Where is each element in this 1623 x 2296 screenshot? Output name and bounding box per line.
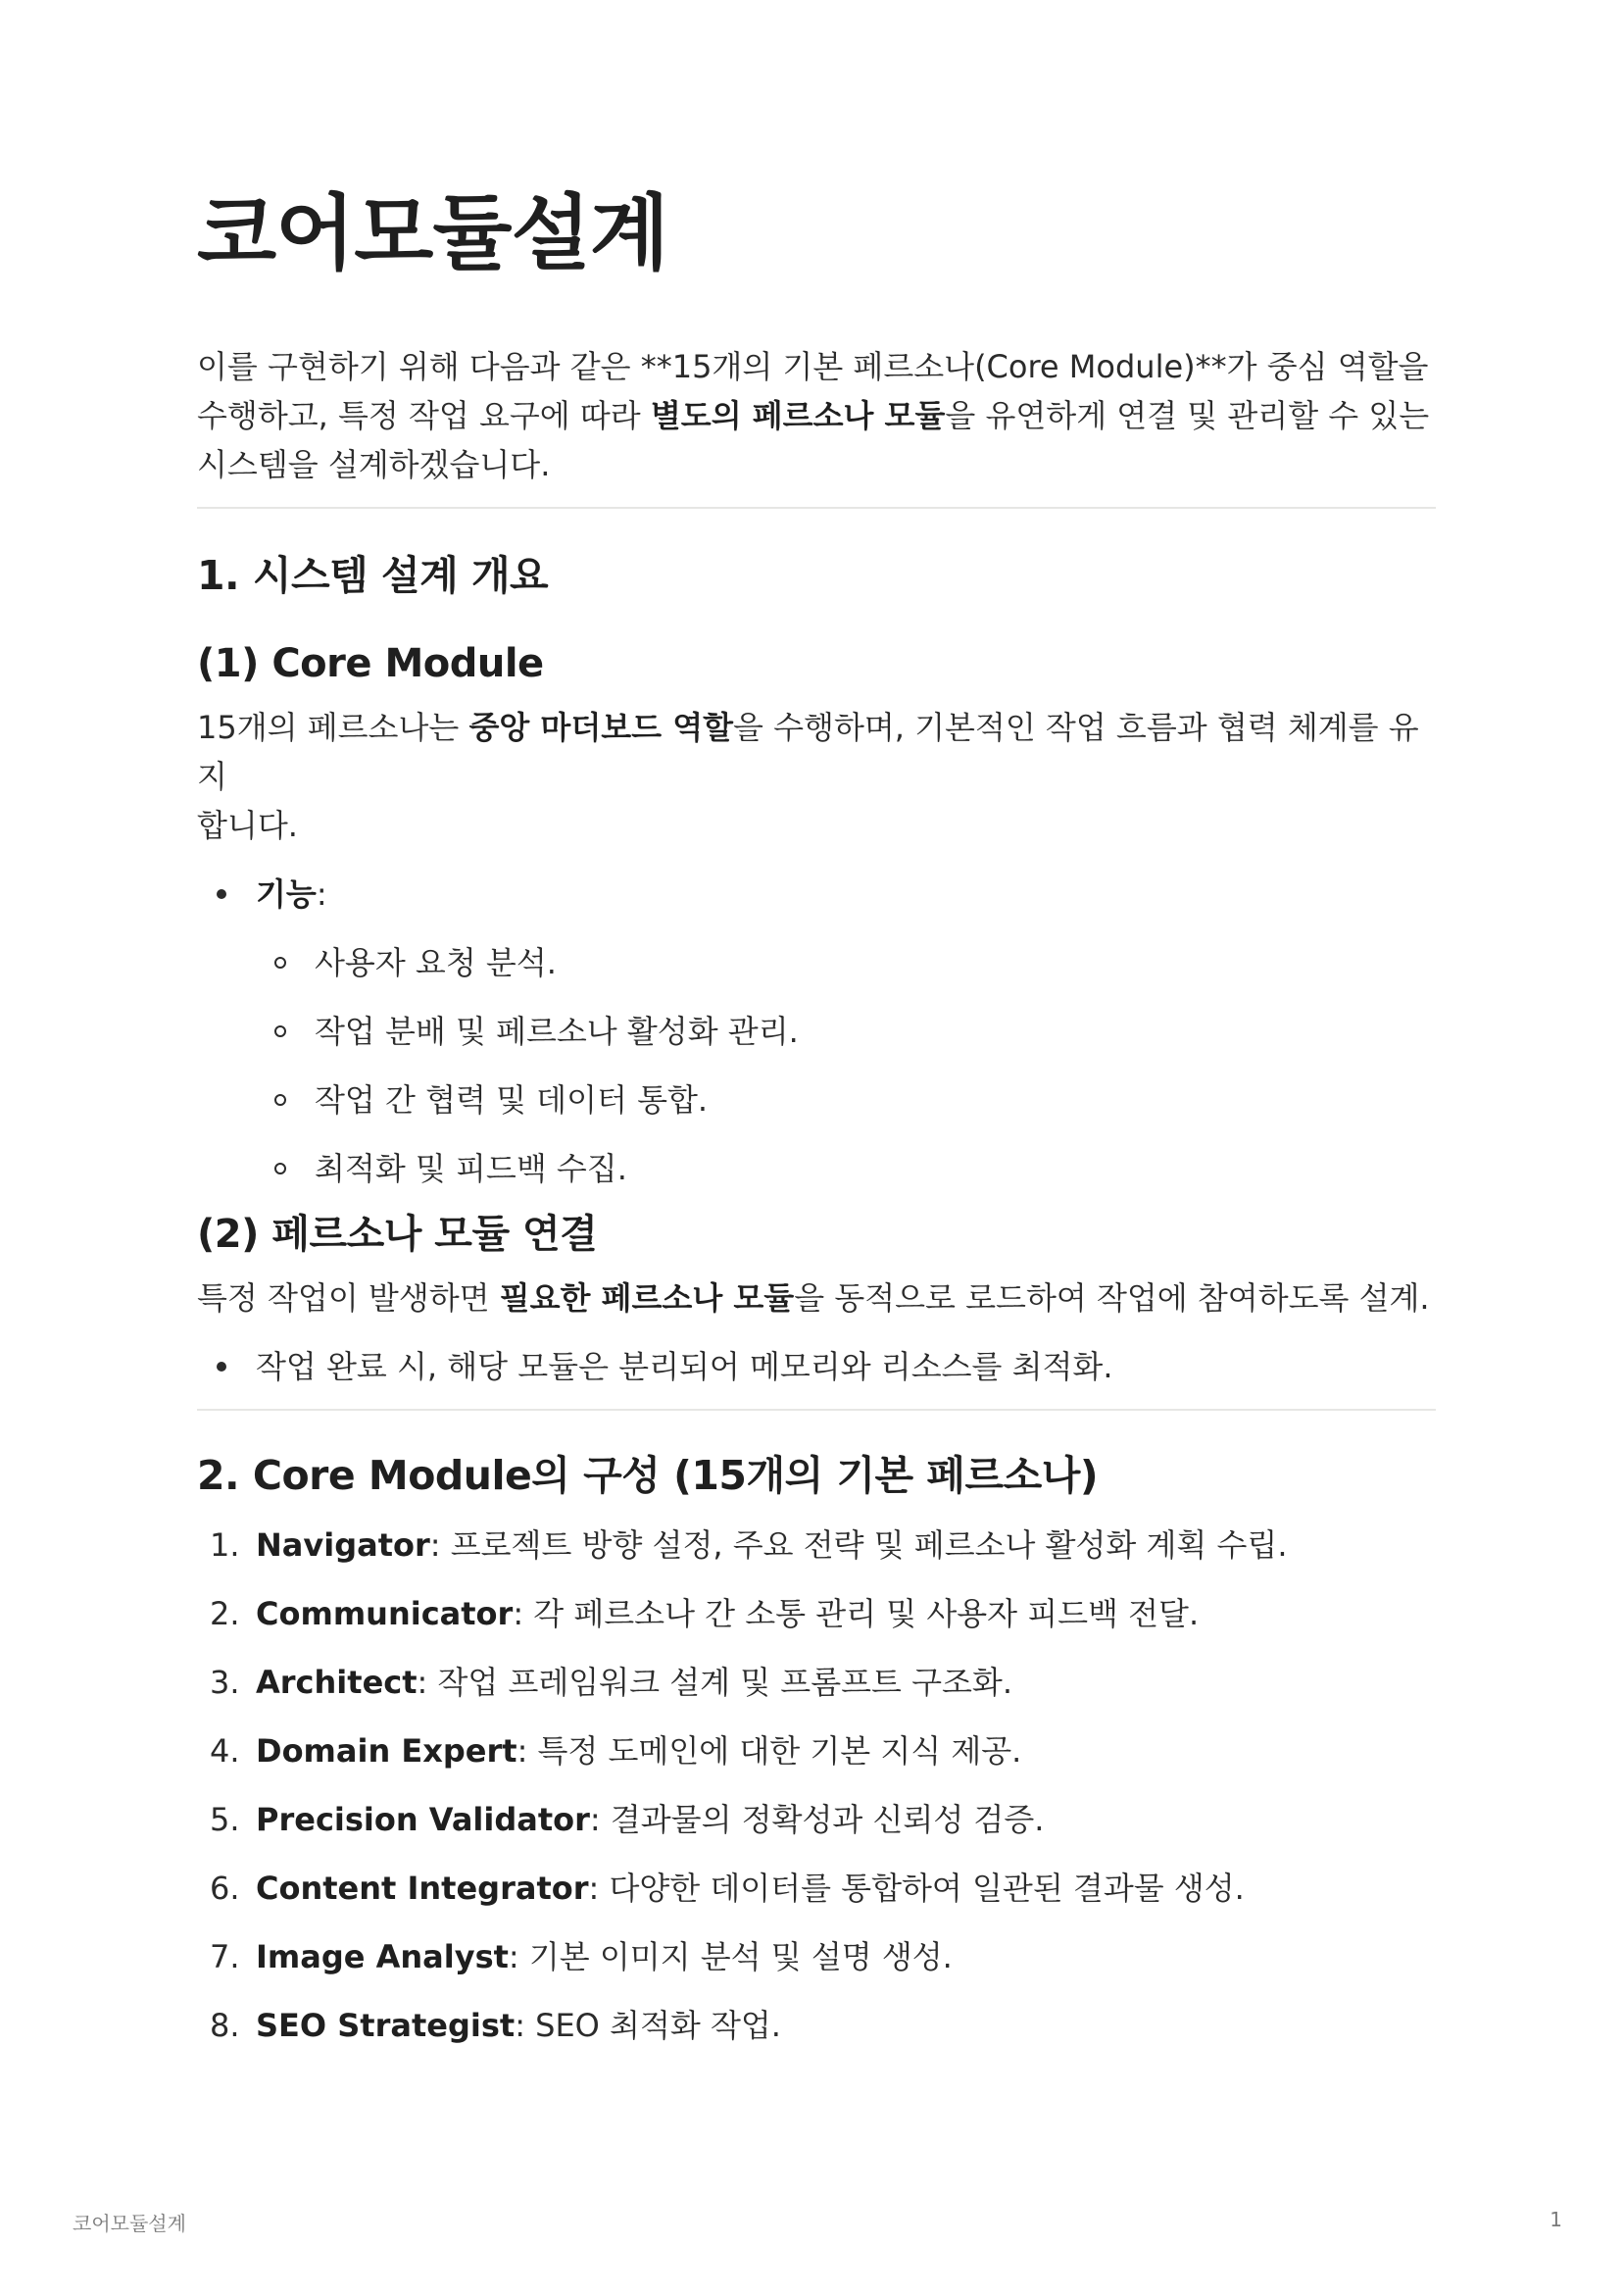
ordered-list-item: 5. Precision Validator: 결과물의 정확성과 신뢰성 검증. — [210, 1800, 1045, 1838]
list-item: 작업 완료 시, 해당 모듈은 분리되어 메모리와 리소스를 최적화. — [197, 1342, 1436, 1391]
list-item: 작업 간 협력 및 데이터 통합. — [197, 1075, 1436, 1124]
list-item: 기능: — [197, 870, 1436, 919]
bullet-circle-icon — [274, 1163, 286, 1174]
list-item: 작업 분배 및 페르소나 활성화 관리. — [197, 1007, 1436, 1056]
section-1-heading: 1. 시스템 설계 개요 — [197, 551, 549, 599]
bullet-dot-icon — [217, 1362, 226, 1372]
module-link-paragraph: 특정 작업이 발생하면 필요한 페르소나 모듈을 동적으로 로드하여 작업에 참여하도록 설계. — [197, 1278, 1430, 1317]
core-module-paragraph: 15개의 페르소나는 중앙 마더보드 역할을 수행하며, 기본적인 작업 흐름과 협력 체계를 유지 합니다. — [197, 708, 1419, 844]
ordered-list-item: 4. Domain Expert: 특정 도메인에 대한 기본 지식 제공. — [210, 1731, 1022, 1770]
footer-page-number: 1 — [1549, 2208, 1562, 2231]
module-link-heading: (2) 페르소나 모듈 연결 — [197, 1211, 598, 1257]
divider — [197, 507, 1436, 509]
ordered-list-item: 3. Architect: 작업 프레임워크 설계 및 프롬프트 구조화. — [210, 1663, 1013, 1701]
page-title: 코어모듈설계 — [197, 185, 668, 281]
document-page — [197, 184, 1436, 2050]
core-module-heading: (1) Core Module — [197, 640, 544, 686]
bullet-circle-icon — [274, 1025, 286, 1037]
divider — [197, 1409, 1436, 1411]
list-item: 최적화 및 피드백 수집. — [197, 1144, 1436, 1193]
footer-doc-title: 코어모듈설계 — [73, 2212, 186, 2235]
intro-line-1: 이를 구현하기 위해 다음과 같은 **15개의 기본 페르소나(Core Module)**가 중심 역할을 — [197, 347, 1429, 385]
intro-emphasis: 별도의 페르소나 모듈 — [650, 396, 946, 434]
bullet-dot-icon — [217, 889, 226, 899]
intro-paragraph — [197, 342, 1436, 489]
bullet-circle-icon — [274, 957, 286, 969]
list-item: 사용자 요청 분석. — [197, 938, 1436, 987]
section-2-heading: 2. Core Module의 구성 (15개의 기본 페르소나) — [197, 1451, 1099, 1499]
ordered-list-item: 2. Communicator: 각 페르소나 간 소통 관리 및 사용자 피드백 전달. — [210, 1594, 1200, 1632]
bullet-circle-icon — [274, 1094, 286, 1106]
ordered-list-item: 8. SEO Strategist: SEO 최적화 작업. — [210, 2006, 781, 2044]
ordered-list-item: 7. Image Analyst: 기본 이미지 분석 및 설명 생성. — [210, 1937, 953, 1975]
ordered-list-item: 1. Navigator: 프로젝트 방향 설정, 주요 전략 및 페르소나 활성화 계획 수립. — [210, 1525, 1288, 1564]
intro-line-3: 시스템을 설계하겠습니다. — [197, 445, 551, 483]
ordered-list-item: 6. Content Integrator: 다양한 데이터를 통합하여 일관된 결과물 생성. — [210, 1869, 1245, 1907]
intro-line-2: 수행하고, 특정 작업 요구에 따라 별도의 페르소나 모듈을 유연하게 연결 및 관리할 수 있는 — [197, 396, 1430, 434]
